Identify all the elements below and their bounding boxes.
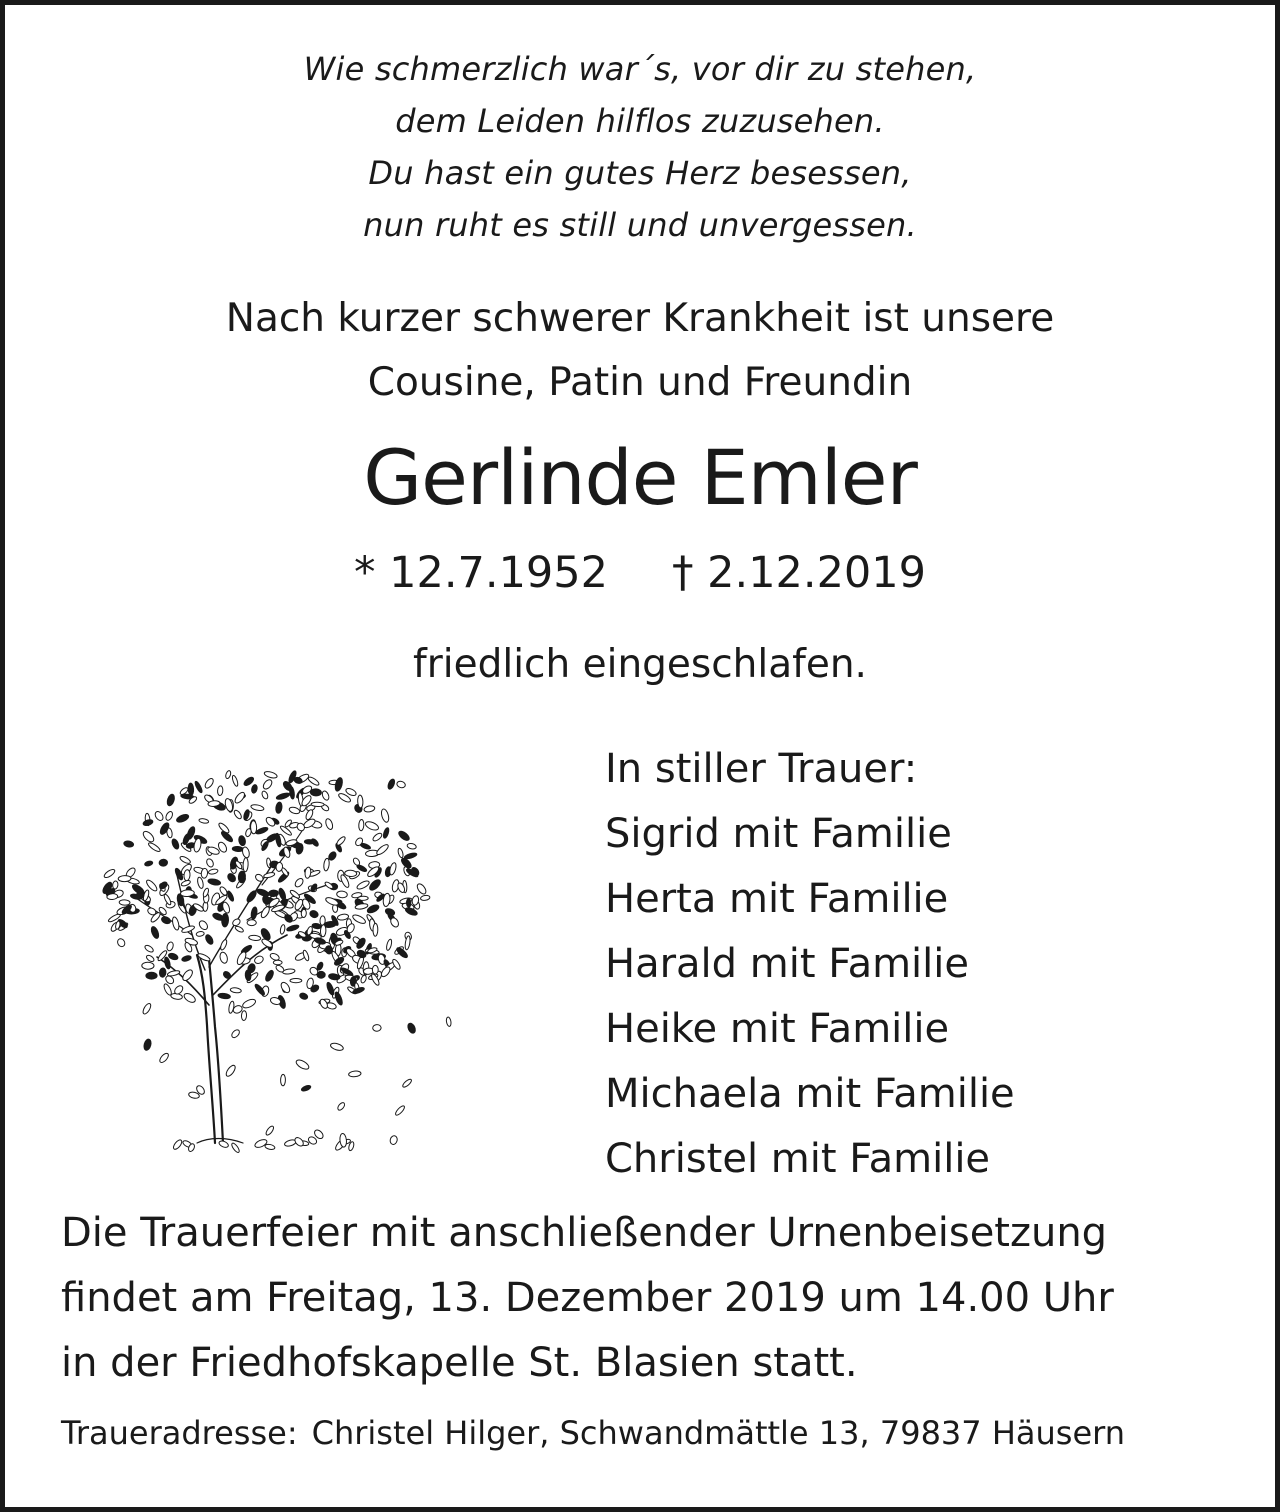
leaf [119, 900, 130, 906]
leaf [160, 915, 171, 924]
leaf [356, 879, 370, 890]
leaf [416, 882, 428, 895]
leaf [150, 926, 160, 940]
leaf [259, 927, 271, 941]
leaf [389, 862, 398, 876]
leaf [145, 954, 155, 963]
leaf [208, 800, 220, 807]
leaf [107, 893, 118, 900]
leaf [230, 987, 242, 993]
leaf [290, 979, 302, 983]
leaf [264, 770, 278, 779]
ceremony-line: Die Trauerfeier mit anschließender Urnenbeisetzung [61, 1210, 1108, 1256]
leaf [207, 878, 221, 886]
leaf [218, 993, 231, 1000]
leaf [268, 890, 278, 897]
leaf [279, 981, 291, 994]
leaf [197, 877, 205, 889]
leaf [218, 1140, 229, 1149]
leaf [309, 909, 319, 918]
leaf [231, 775, 238, 787]
leaf [420, 895, 430, 901]
leaf [142, 819, 153, 827]
leaf [364, 820, 379, 832]
leaf [311, 802, 324, 807]
leaf [295, 1058, 311, 1071]
leaf [372, 1024, 381, 1031]
intro-text [5, 287, 1275, 415]
leaf [225, 770, 232, 779]
leaf [396, 780, 406, 789]
poem-line: dem Leiden hilflos zuzusehen. [395, 102, 885, 140]
mourners-heading: In stiller Trauer: [605, 746, 918, 792]
leaf [325, 896, 340, 907]
mourner-name: Michaela mit Familie [605, 1071, 1015, 1117]
leaf [232, 846, 244, 852]
leaf [165, 810, 174, 821]
leaf [141, 830, 155, 844]
leaf [446, 1017, 452, 1027]
leaf [163, 893, 172, 905]
leaf [275, 964, 285, 973]
leaf [208, 868, 218, 874]
leaf [123, 840, 134, 848]
leaf [183, 992, 197, 1005]
leaf [261, 790, 269, 800]
leaf [250, 907, 257, 920]
leaf [352, 913, 367, 925]
leaf [159, 859, 168, 867]
leaf [172, 1139, 183, 1151]
deceased-name: Gerlinde Emler [363, 433, 917, 522]
death-date: † 2.12.2019 [672, 548, 927, 598]
leaf [142, 1002, 153, 1015]
life-dates [5, 541, 1275, 605]
leaf [256, 888, 270, 898]
leaf [247, 920, 256, 926]
poem-line: Wie schmerzlich war´s, vor dir zu stehen, [303, 50, 977, 88]
leaf [233, 809, 243, 820]
leaf [245, 889, 257, 903]
leaf [304, 839, 314, 844]
tree-with-falling-leaves-illustration [97, 745, 467, 1165]
leaf [241, 846, 250, 858]
leaf [373, 923, 378, 936]
leaf [380, 808, 390, 823]
leaf [402, 1078, 413, 1088]
leaf [205, 858, 214, 868]
leaf [336, 836, 347, 847]
mourner-name: Harald mit Familie [605, 941, 970, 987]
leaf [116, 937, 126, 948]
leaf [348, 1070, 361, 1077]
poem [5, 43, 1275, 251]
mourner-name: Christel mit Familie [605, 1136, 991, 1182]
mourning-address [61, 1405, 1125, 1461]
mourner-name: Herta mit Familie [605, 876, 949, 922]
leaf [281, 1074, 286, 1085]
leaf [158, 1052, 170, 1064]
ceremony-line: in der Friedhofskapelle St. Blasien statt. [61, 1340, 858, 1386]
leaf [394, 1105, 406, 1117]
leaf [360, 975, 367, 984]
leaf [163, 983, 173, 996]
leaf [262, 778, 274, 790]
leaf [288, 806, 300, 815]
intro-line: Cousine, Patin und Freundin [367, 360, 913, 405]
leaf [175, 813, 189, 824]
leaf [273, 960, 282, 964]
mourner-name: Sigrid mit Familie [605, 811, 952, 857]
leaf [372, 832, 383, 843]
leaf [181, 955, 192, 962]
leaf [118, 875, 131, 881]
address-value: Christel Hilger, Schwandmättle 13, 79837 Häusern [311, 1414, 1125, 1452]
leaf [196, 931, 205, 937]
leaf [324, 818, 333, 831]
leaf [103, 868, 116, 879]
leaf [199, 818, 209, 824]
leaf [324, 881, 334, 890]
leaf [357, 795, 363, 808]
leaf [245, 970, 252, 981]
leaf [250, 804, 264, 812]
leaf [226, 872, 237, 883]
leaf [397, 829, 411, 842]
leaf [254, 873, 264, 883]
leaf [248, 935, 260, 941]
leaf [219, 939, 228, 951]
leaf [241, 998, 256, 1010]
leaf [380, 965, 392, 978]
leaf [336, 1101, 345, 1111]
leaf [146, 972, 157, 979]
leaf [406, 1022, 416, 1034]
leaf [336, 891, 347, 898]
leaf [334, 991, 344, 1006]
leaf [171, 838, 180, 850]
birth-date: * 12.7.1952 [353, 548, 608, 598]
leaf [265, 816, 277, 828]
leaf [263, 872, 275, 879]
leaf [265, 1125, 275, 1136]
leaf [143, 1038, 152, 1051]
leaf [265, 1144, 276, 1151]
ceremony-info [61, 1201, 1114, 1396]
leaf [406, 899, 411, 908]
leaf [230, 1142, 240, 1153]
leaf [310, 789, 321, 797]
leaf [238, 835, 246, 846]
leaf [217, 786, 223, 796]
leaf [159, 968, 166, 978]
leaf [166, 941, 175, 951]
leaf [264, 969, 275, 982]
passed-text: friedlich eingeschlafen. [413, 642, 867, 687]
leaf [294, 877, 305, 888]
ceremony-line: findet am Freitag, 13. Dezember 2019 um 14.00 Uhr [61, 1275, 1114, 1321]
leaf [368, 878, 382, 892]
leaf [245, 828, 252, 837]
leaf [243, 858, 249, 872]
leaf [171, 916, 180, 930]
leaf [334, 777, 344, 792]
poem-line: nun ruht es still und unvergessen. [363, 206, 917, 244]
address-label: Traueradresse: [61, 1414, 298, 1452]
leaf [219, 951, 229, 964]
leaf [301, 909, 307, 918]
leaf [326, 982, 336, 996]
leaf [372, 965, 378, 974]
leaf [234, 925, 244, 933]
leaf [251, 784, 258, 794]
leaf [144, 860, 153, 866]
leaf [193, 838, 202, 853]
leaf [221, 901, 231, 914]
leaf [269, 952, 280, 961]
leaf [198, 919, 210, 931]
leaf [382, 827, 390, 839]
leaf [275, 802, 283, 814]
leaf [204, 934, 214, 946]
leaf [407, 843, 417, 850]
intro-line: Nach kurzer schwerer Krankheit ist unsere [225, 296, 1055, 341]
leaf [387, 778, 396, 790]
leaf [345, 870, 357, 877]
leaf [301, 1084, 312, 1092]
leaf [310, 883, 318, 892]
leaf [364, 805, 376, 813]
leaf [320, 925, 326, 937]
leaf [241, 1011, 247, 1021]
leaf [154, 810, 165, 822]
leaf [397, 848, 404, 858]
leaf [225, 1064, 237, 1078]
leaf [299, 992, 309, 1000]
leaf [204, 777, 215, 789]
leaf [389, 1135, 398, 1145]
leaf [323, 858, 330, 871]
leaf [375, 843, 389, 856]
leaf [179, 855, 191, 865]
leaf [330, 1042, 344, 1052]
leaf [166, 793, 176, 806]
mourner-name: Heike mit Familie [605, 1006, 950, 1052]
leaf [386, 939, 393, 951]
leaf [194, 780, 203, 793]
leaf [142, 962, 154, 969]
leaf [307, 776, 320, 787]
leaf [221, 913, 228, 927]
leaf [302, 950, 310, 962]
leaf [286, 924, 299, 932]
leaf [359, 819, 365, 830]
leaf [404, 852, 418, 860]
leaf [231, 918, 241, 927]
leaf [167, 970, 180, 977]
leaf [219, 886, 229, 897]
leaf [188, 783, 194, 795]
leaf [181, 968, 194, 982]
leaf [280, 924, 286, 934]
poem-line: Du hast ein gutes Herz besessen, [368, 154, 912, 192]
mourners-list [605, 737, 1015, 1192]
leaf [144, 944, 155, 953]
leaf [276, 792, 291, 801]
leaf [293, 1136, 305, 1148]
leaf [147, 841, 161, 852]
leaf [321, 790, 330, 801]
leaf [230, 1028, 241, 1039]
